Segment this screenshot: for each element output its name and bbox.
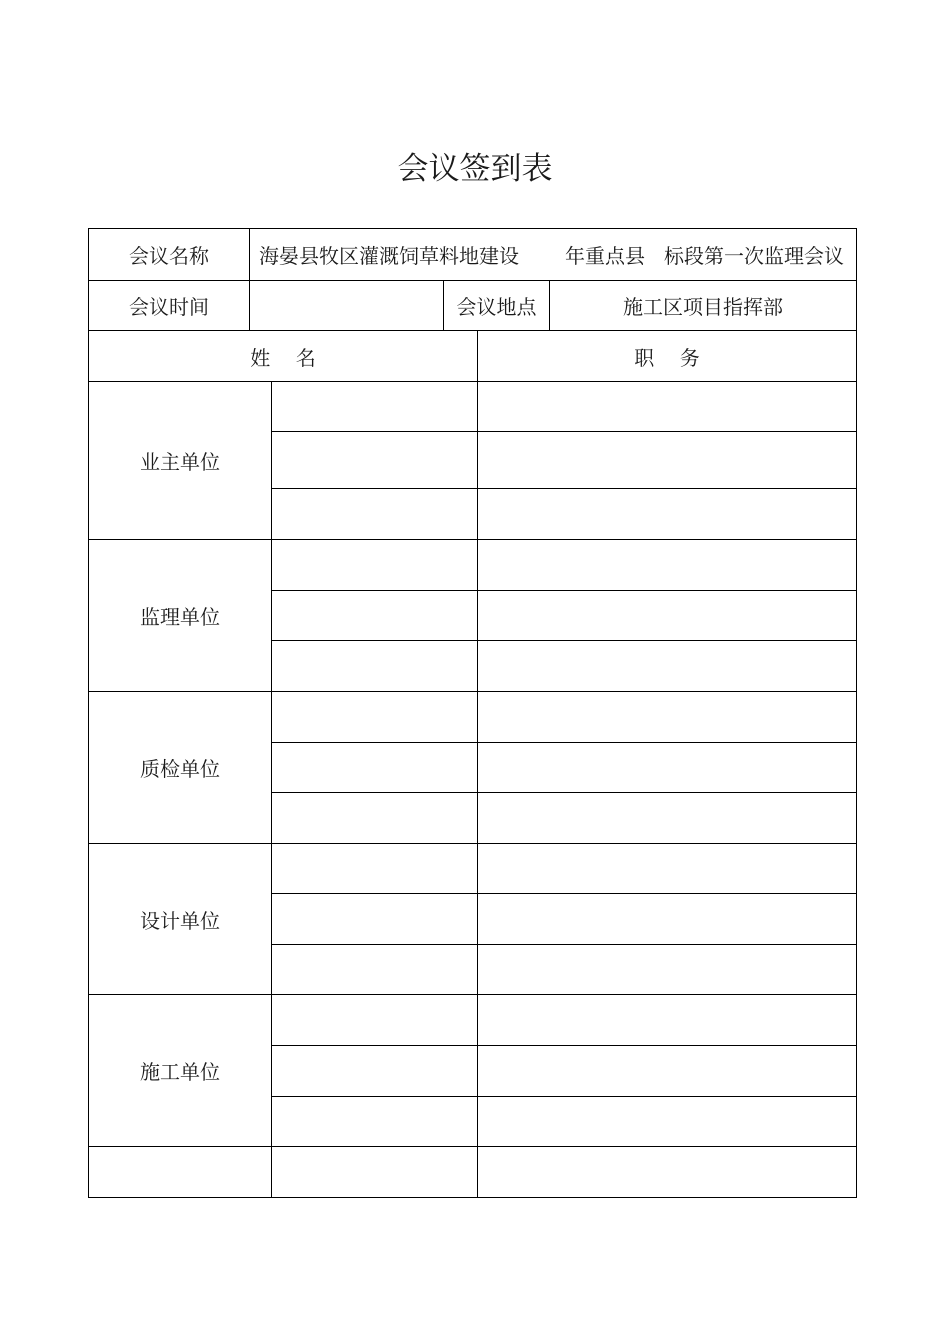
- header-position: 职 务: [478, 331, 857, 382]
- name-cell[interactable]: [272, 540, 478, 591]
- unit-label-supervision: 监理单位: [89, 540, 272, 692]
- name-cell[interactable]: [272, 793, 478, 844]
- position-cell[interactable]: [478, 382, 857, 432]
- meeting-place-label: 会议地点: [444, 281, 550, 331]
- meeting-time-label: 会议时间: [89, 281, 250, 331]
- name-cell[interactable]: [272, 743, 478, 793]
- position-cell[interactable]: [478, 1147, 857, 1198]
- meeting-name-value: [250, 229, 857, 281]
- name-cell[interactable]: [272, 945, 478, 995]
- position-cell[interactable]: [478, 793, 857, 844]
- name-cell[interactable]: [272, 894, 478, 945]
- position-cell[interactable]: [478, 945, 857, 995]
- name-cell[interactable]: [272, 692, 478, 743]
- name-cell[interactable]: [272, 489, 478, 540]
- position-cell[interactable]: [478, 1046, 857, 1097]
- unit-label-construction: 施工单位: [89, 995, 272, 1147]
- header-name: 姓 名: [89, 331, 478, 382]
- sign-in-table: [88, 228, 857, 1198]
- position-cell[interactable]: [478, 692, 857, 743]
- position-cell[interactable]: [478, 995, 857, 1046]
- position-cell[interactable]: [478, 489, 857, 540]
- name-cell[interactable]: [272, 1147, 478, 1198]
- name-cell[interactable]: [272, 844, 478, 894]
- unit-cell[interactable]: [89, 1147, 272, 1198]
- meeting-time-field[interactable]: [250, 281, 444, 331]
- position-cell[interactable]: [478, 591, 857, 641]
- name-cell[interactable]: [272, 1097, 478, 1147]
- name-cell[interactable]: [272, 641, 478, 692]
- meeting-place-value: 施工区项目指挥部: [550, 281, 857, 331]
- name-cell[interactable]: [272, 1046, 478, 1097]
- position-cell[interactable]: [478, 641, 857, 692]
- position-cell[interactable]: [478, 894, 857, 945]
- unit-label-design: 设计单位: [89, 844, 272, 995]
- position-cell[interactable]: [478, 743, 857, 793]
- position-cell[interactable]: [478, 844, 857, 894]
- meeting-name-label: 会议名称: [89, 229, 250, 281]
- meeting-name-part1: 海晏县牧区灌溉饲草料地建设: [259, 244, 519, 268]
- name-cell[interactable]: [272, 591, 478, 641]
- unit-label-owner: 业主单位: [89, 382, 272, 540]
- unit-label-quality: 质检单位: [89, 692, 272, 844]
- position-cell[interactable]: [478, 432, 857, 489]
- meeting-name-part3: 标段第一次监理会议: [664, 244, 844, 268]
- position-cell[interactable]: [478, 1097, 857, 1147]
- name-cell[interactable]: [272, 382, 478, 432]
- position-cell[interactable]: [478, 540, 857, 591]
- page-title: 会议签到表: [397, 151, 553, 187]
- name-cell[interactable]: [272, 432, 478, 489]
- name-cell[interactable]: [272, 995, 478, 1046]
- meeting-name-part2: 年重点县: [565, 244, 645, 268]
